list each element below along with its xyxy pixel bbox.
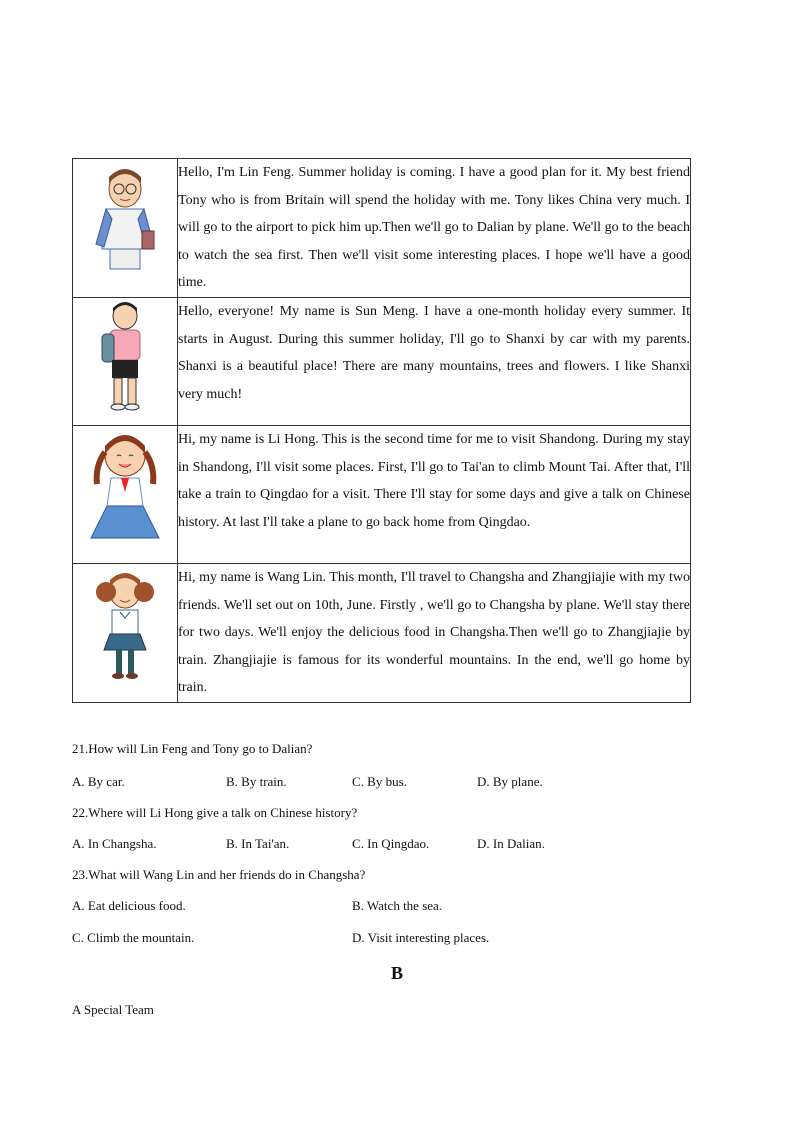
option-22-d[interactable]: D. In Dalian. (477, 836, 545, 851)
question-21 (72, 741, 312, 757)
passage-row-sun-meng (73, 297, 691, 425)
option-21-b[interactable]: B. By train. (226, 774, 287, 789)
illustration-cell (73, 159, 178, 298)
passage-text-cell (178, 297, 691, 425)
passage-row-li-hong (73, 425, 691, 563)
passage-text-cell (178, 159, 691, 298)
question-stem: What will Wang Lin and her friends do in Changsha? (88, 867, 366, 882)
girl-with-pigtails-illustration (77, 426, 173, 552)
option-22-b[interactable]: B. In Tai'an. (226, 836, 290, 851)
passage-text: Hello, I'm Lin Feng. Summer holiday is coming. I have a good plan for it. My best friend Tony who is from Britain will spend the holiday with me. Tony likes China very much. I will go to the airport to pick him up.Then we'll go to Dalian by plane. We'll go to the beach to watch the sea first. Then we'll visit some interesting places. I hope we'll have a good time. (178, 165, 690, 291)
section-subtitle: A Special Team (72, 1002, 154, 1017)
reading-passages-table (72, 158, 691, 703)
boy-with-glasses-illustration (80, 159, 170, 279)
question-stem: How will Lin Feng and Tony go to Dalian? (88, 741, 313, 756)
option-21-c[interactable]: C. By bus. (352, 774, 407, 789)
option-23-d[interactable]: D. Visit interesting places. (352, 930, 490, 945)
question-22 (72, 805, 357, 821)
passage-text-cell (178, 425, 691, 563)
passage-text: Hello, everyone! My name is Sun Meng. I have a one-month holiday every summer. It starts in August. During this summer holiday, I'll go to Shanxi by car with my parents. Shanxi is a beautiful place! There are many mountains, trees and flowers. I like Shanxi very much! (178, 303, 690, 402)
question-number: 23. (72, 867, 89, 882)
option-21-a[interactable]: A. By car. (72, 774, 125, 789)
option-23-a[interactable]: A. Eat delicious food. (72, 898, 186, 913)
question-number: 22. (72, 805, 89, 820)
question-23 (72, 867, 365, 883)
passage-row-wang-lin (73, 563, 691, 702)
passage-row-lin-feng (73, 159, 691, 298)
illustration-cell (73, 563, 178, 702)
illustration-cell (73, 425, 178, 563)
boy-with-backpack-illustration (80, 298, 170, 418)
passage-text: Hi, my name is Wang Lin. This month, I'll travel to Changsha and Zhangjiajie with my two friends. We'll set out on 10th, June. Firstly , we'll go to Changsha by plane. We'll stay there for two days. We'll enjoy the delicious food in Changsha.Then we'll go to Zhangjiajie by train. Zhangjiajie is famous for its wonderful mountains. In the end, we'll go home by train. (178, 569, 690, 696)
question-number: 21. (72, 741, 89, 756)
option-22-c[interactable]: C. In Qingdao. (352, 836, 430, 851)
passage-text: Hi, my name is Li Hong. This is the second time for me to visit Shandong. During my stay in Shandong, I'll visit some places. First, I'll go to Tai'an to climb Mount Tai. After that, I'll take a train to Qingdao for a visit. There I'll stay for some days and give a talk on Chinese history. At last I'll take a plane to go back home from Qingdao. (178, 431, 690, 530)
illustration-cell (73, 297, 178, 425)
passage-text-cell (178, 563, 691, 702)
section-heading: B (390, 963, 403, 983)
option-22-a[interactable]: A. In Changsha. (72, 836, 157, 851)
question-stem: Where will Li Hong give a talk on Chinese history? (88, 805, 358, 820)
option-23-c[interactable]: C. Climb the mountain. (72, 930, 195, 945)
girl-in-uniform-illustration (80, 564, 170, 690)
option-23-b[interactable]: B. Watch the sea. (352, 898, 443, 913)
option-21-d[interactable]: D. By plane. (477, 774, 543, 789)
